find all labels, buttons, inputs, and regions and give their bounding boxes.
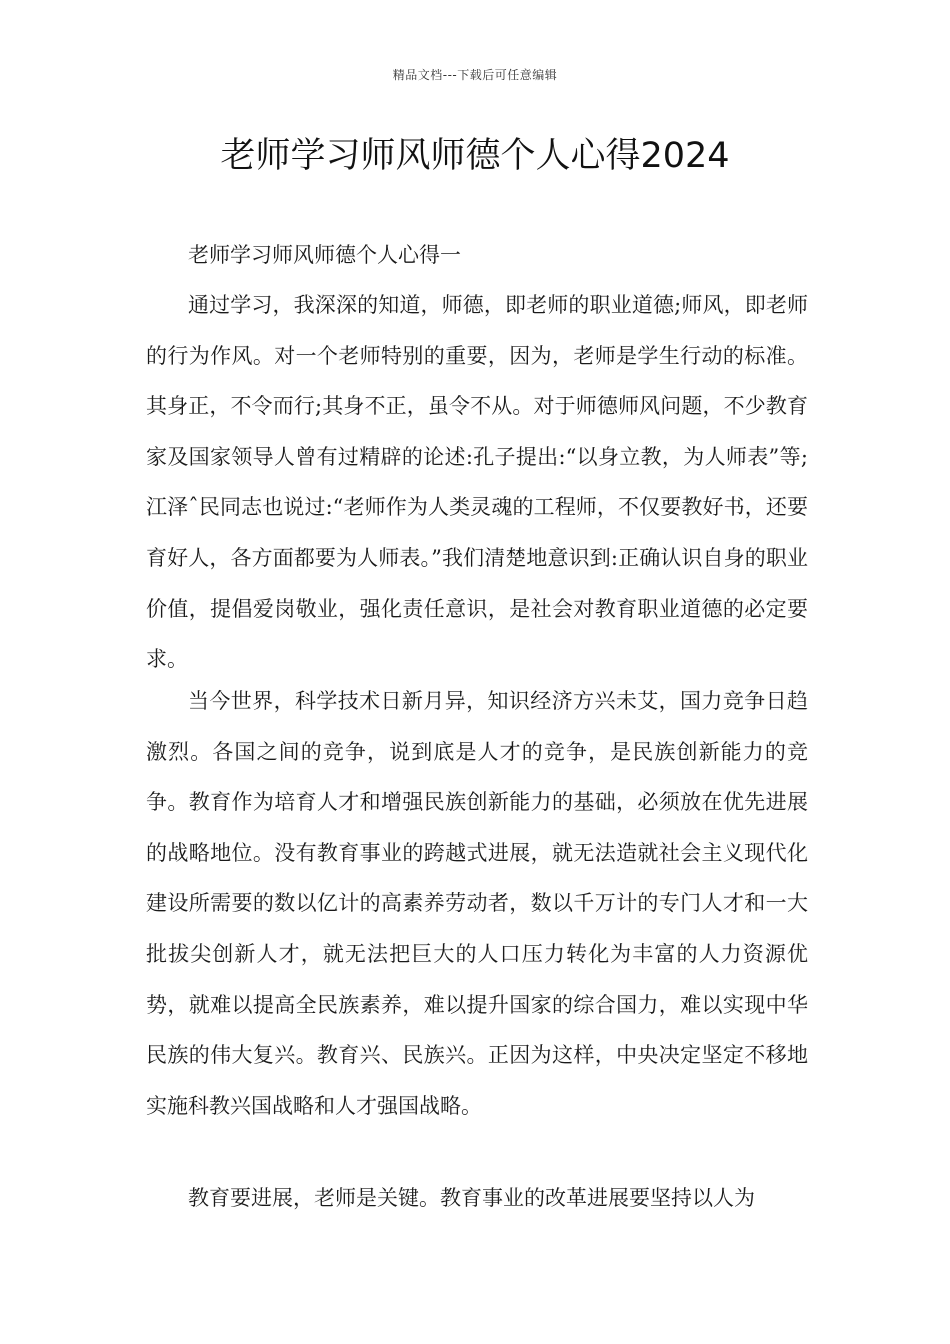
paragraph-block-3 bbox=[146, 1173, 808, 1224]
paragraph: 教育要进展，老师是关键。教育事业的改革进展要坚持以人为 bbox=[188, 1186, 755, 1210]
section-heading: 老师学习师风师德个人心得一 bbox=[188, 243, 461, 267]
paragraph-block-2 bbox=[146, 676, 808, 1131]
document-title: 老师学习师风师德个人心得2024 bbox=[220, 136, 730, 176]
paragraph-block-1 bbox=[146, 280, 808, 685]
paragraph: 当今世界，科学技术日新月异，知识经济方兴未艾，国力竞争日趋激烈。各国之间的竞争，说到底是人才的竞争，是民族创新能力的竞争。教育作为培育人才和增强民族创新能力的基础，必须放在优先进展的战略地位。没有教育事业的跨越式进展，就无法造就社会主义现代化建设所需要的数以亿计的高素养劳动者，数以千万计的专门人才和一大批拔尖创新人才，就无法把巨大的人口压力转化为丰富的人力资源优势，就难以提高全民族素养，难以提升国家的综合国力，难以实现中华民族的伟大复兴。教育兴、民族兴。正因为这样，中央决定坚定不移地实施科教兴国战略和人才强国战略。 bbox=[146, 689, 808, 1118]
paragraph: 通过学习，我深深的知道，师德，即老师的职业道德;师风，即老师的行为作风。对一个老师特别的重要，因为，老师是学生行动的标准。其身正，不令而行;其身不正，虽令不从。对于师德师风问题，不少教育家及国家领导人曾有过精辟的论述:孔子提出:“以身立教，为人师表”等;江泽ˆ民同志也说过:“老师作为人类灵魂的工程师，不仅要教好书，还要育好人，各方面都要为人师表。”我们清楚地意识到:正确认识自身的职业价值，提倡爱岗敬业，强化责任意识，是社会对教育职业道德的必定要求。 bbox=[146, 293, 808, 672]
section-heading-block bbox=[146, 230, 808, 281]
header-note: 精品文档---下载后可任意编辑 bbox=[392, 68, 558, 82]
